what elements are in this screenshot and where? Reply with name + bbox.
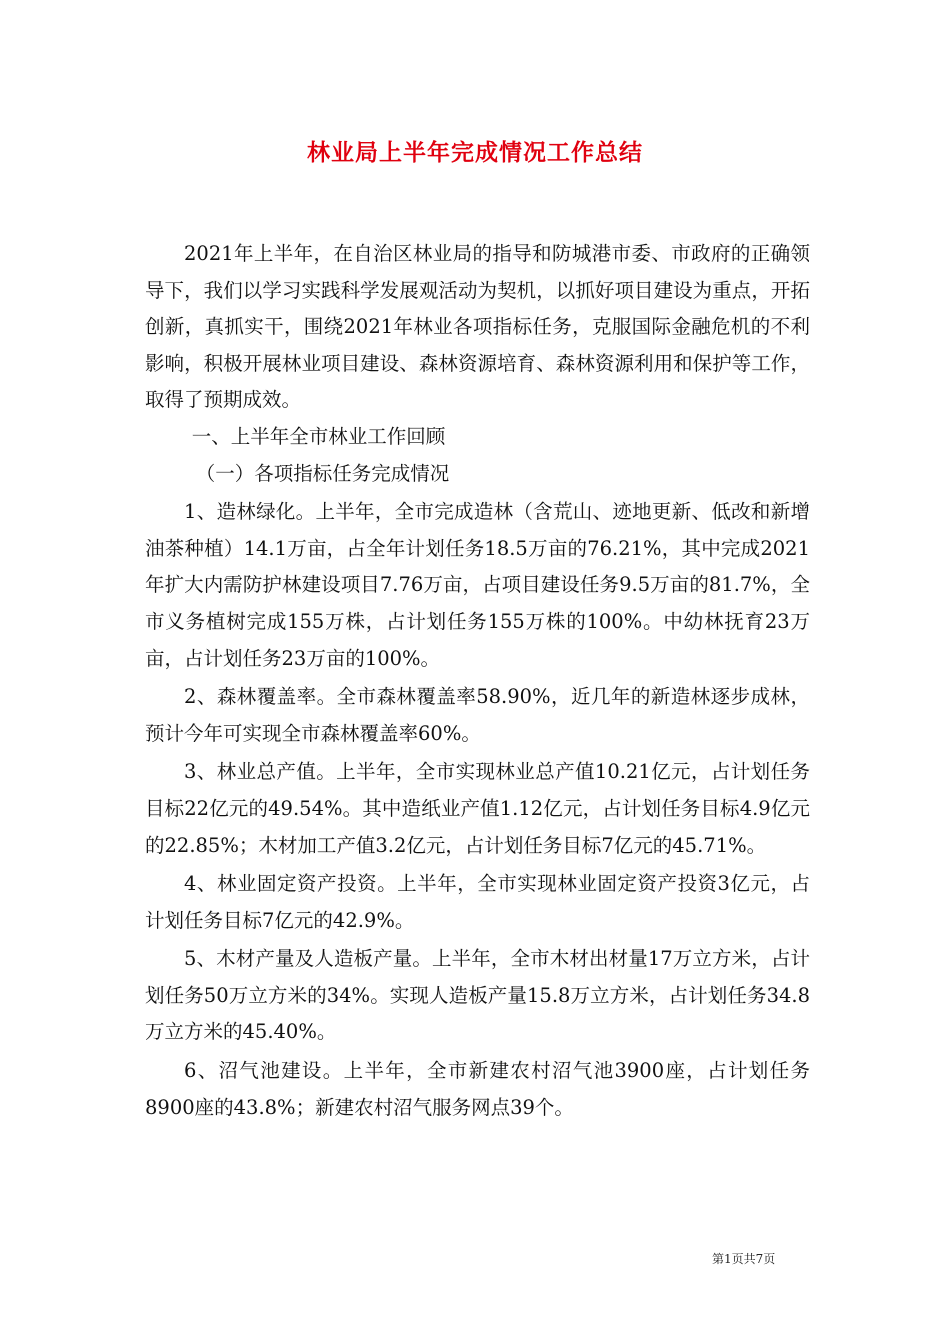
- intro-paragraph: 2021年上半年，在自治区林业局的指导和防城港市委、市政府的正确领导下，我们以学习实践科学发展观活动为契机，以抓好项目建设为重点，开拓创新，真抓实干，围绕2021年林业各项指标任务，克服国际金融危机的不利影响，积极开展林业项目建设、森林资源培育、森林资源利用和保护等工作，取得了预期成效。: [145, 242, 810, 412]
- item-timber-output: 5、木材产量及人造板产量。上半年，全市木材出材量17万立方米，占计划任务50万立方米的34%。实现人造板产量15.8万立方米，占计划任务34.8万立方米的45.40%。: [145, 947, 810, 1044]
- item-fixed-asset-investment: 4、林业固定资产投资。上半年，全市实现林业固定资产投资3亿元，占计划任务目标7亿元的42.9%。: [145, 872, 810, 932]
- item-afforestation: 1、造林绿化。上半年，全市完成造林（含荒山、迹地更新、低改和新增油茶种植）14.1万亩，占全年计划任务18.5万亩的76.21%，其中完成2021年扩大内需防护林建设项目7.76万亩，占项目建设任务9.5万亩的81.7%，全市义务植树完成155万株，占计划任务155万株的100%。中幼林抚育23万亩，占计划任务23万亩的100%。: [145, 500, 810, 670]
- item-forest-coverage: 2、森林覆盖率。全市森林覆盖率58.90%，近几年的新造林逐步成林，预计今年可实现全市森林覆盖率60%。: [145, 685, 810, 745]
- section-heading: 一、上半年全市林业工作回顾: [191, 424, 446, 448]
- page-number: 第1页共7页: [712, 1252, 776, 1266]
- document-body: [145, 236, 810, 1126]
- item-forestry-output: 3、林业总产值。上半年，全市实现林业总产值10.21亿元，占计划任务目标22亿元的49.54%。其中造纸业产值1.12亿元，占计划任务目标4.9亿元的22.85%；木材加工产值3.2亿元，占计划任务目标7亿元的45.71%。: [145, 760, 810, 857]
- subsection-heading: （一）各项指标任务完成情况: [195, 461, 450, 485]
- document-title: 林业局上半年完成情况工作总结: [307, 140, 643, 166]
- item-biogas-construction: 6、沼气池建设。上半年，全市新建农村沼气池3900座，占计划任务8900座的43.8%；新建农村沼气服务网点39个。: [145, 1059, 810, 1119]
